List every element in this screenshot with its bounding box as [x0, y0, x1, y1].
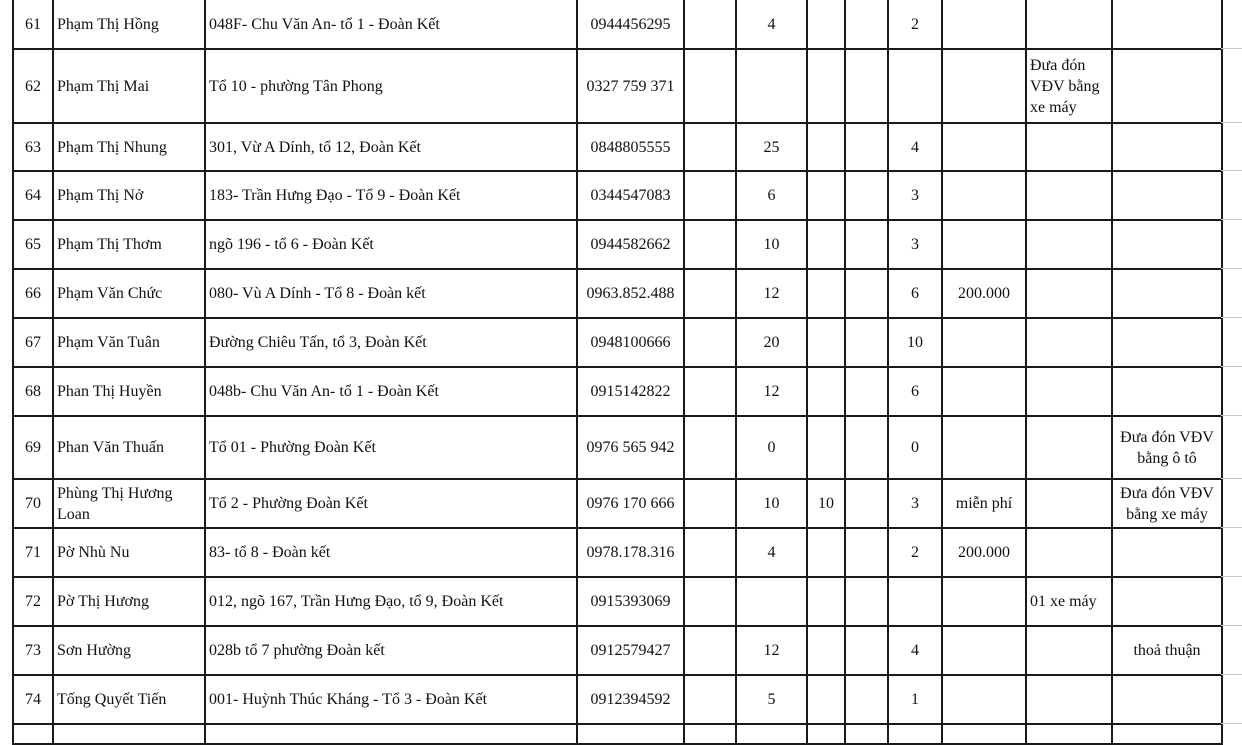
phone-number-cell[interactable]: 0912579427	[577, 626, 684, 675]
phone-number-cell[interactable]: 0327 759 371	[577, 49, 684, 123]
count-col-5-cell[interactable]: 3	[888, 171, 942, 220]
fee-cell[interactable]	[942, 49, 1026, 123]
table-row	[13, 49, 1222, 123]
count-col-5-cell[interactable]: 6	[888, 367, 942, 416]
ghost-gridline	[1221, 366, 1242, 367]
address-cell[interactable]: 048F- Chu Văn An- tổ 1 - Đoàn Kết	[205, 0, 577, 49]
count-col-5-cell[interactable]: 1	[888, 675, 942, 724]
count-col-5-cell[interactable]	[888, 577, 942, 626]
phone-number-cell[interactable]: 0915393069	[577, 577, 684, 626]
empty-cell[interactable]	[807, 724, 845, 744]
count-col-4-cell[interactable]	[845, 416, 888, 479]
note-cell[interactable]: Đưa đón VĐV bằng xe máy	[1112, 479, 1222, 528]
row-number-cell[interactable]: 64	[13, 171, 53, 220]
transport-support-cell[interactable]	[1026, 318, 1112, 367]
note-cell[interactable]: Đưa đón VĐV bằng ô tô	[1112, 416, 1222, 479]
count-col-3-cell[interactable]	[807, 123, 845, 171]
next-page-edge	[1221, 0, 1242, 735]
note-cell[interactable]	[1112, 220, 1222, 269]
count-col-2-cell[interactable]: 12	[736, 626, 807, 675]
count-col-3-cell[interactable]	[807, 269, 845, 318]
count-col-5-cell[interactable]: 2	[888, 528, 942, 577]
count-col-5-cell[interactable]	[888, 49, 942, 123]
table-row	[13, 269, 1222, 318]
note-cell[interactable]	[1112, 123, 1222, 171]
count-col-3-cell[interactable]	[807, 528, 845, 577]
fee-cell[interactable]	[942, 367, 1026, 416]
empty-cell[interactable]	[1112, 724, 1222, 744]
row-number-cell[interactable]: 61	[13, 0, 53, 49]
transport-support-cell[interactable]	[1026, 675, 1112, 724]
full-name-cell[interactable]: Phan Thị Huyền	[53, 367, 205, 416]
count-col-3-cell[interactable]: 10	[807, 479, 845, 528]
count-col-2-cell[interactable]: 20	[736, 318, 807, 367]
count-col-2-cell[interactable]	[736, 577, 807, 626]
fee-cell[interactable]: miễn phí	[942, 479, 1026, 528]
ghost-gridline	[1221, 478, 1242, 479]
count-col-1-cell[interactable]	[684, 318, 736, 367]
table-body	[13, 0, 1222, 744]
full-name-cell[interactable]: Phùng Thị Hương Loan	[53, 479, 205, 528]
full-name-cell[interactable]: Pờ Thị Hương	[53, 577, 205, 626]
count-col-1-cell[interactable]	[684, 528, 736, 577]
fee-cell[interactable]	[942, 220, 1026, 269]
full-name-cell[interactable]: Phạm Thị Thơm	[53, 220, 205, 269]
fee-cell[interactable]	[942, 171, 1026, 220]
count-col-4-cell[interactable]	[845, 367, 888, 416]
phone-number-cell[interactable]: 0344547083	[577, 171, 684, 220]
fee-cell[interactable]	[942, 318, 1026, 367]
phone-number-cell[interactable]: 0944456295	[577, 0, 684, 49]
count-col-2-cell[interactable]: 5	[736, 675, 807, 724]
transport-support-cell[interactable]	[1026, 528, 1112, 577]
table-row	[13, 318, 1222, 367]
transport-support-cell[interactable]	[1026, 416, 1112, 479]
address-cell[interactable]: ngõ 196 - tổ 6 - Đoàn Kết	[205, 220, 577, 269]
count-col-4-cell[interactable]	[845, 220, 888, 269]
count-col-4-cell[interactable]	[845, 123, 888, 171]
address-cell[interactable]: 001- Huỳnh Thúc Kháng - Tổ 3 - Đoàn Kết	[205, 675, 577, 724]
count-col-2-cell[interactable]	[736, 49, 807, 123]
count-col-1-cell[interactable]	[684, 0, 736, 49]
count-col-2-cell[interactable]: 10	[736, 479, 807, 528]
count-col-1-cell[interactable]	[684, 220, 736, 269]
table-row	[13, 675, 1222, 724]
empty-cell[interactable]	[888, 724, 942, 744]
address-cell[interactable]: Tổ 2 - Phường Đoàn Kết	[205, 479, 577, 528]
address-cell[interactable]: 301, Vừ A Dính, tổ 12, Đoàn Kết	[205, 123, 577, 171]
fee-cell[interactable]: 200.000	[942, 528, 1026, 577]
phone-number-cell[interactable]: 0848805555	[577, 123, 684, 171]
fee-cell[interactable]	[942, 577, 1026, 626]
address-cell[interactable]: 012, ngõ 167, Trần Hưng Đạo, tổ 9, Đoàn Kết	[205, 577, 577, 626]
phone-number-cell[interactable]: 0915142822	[577, 367, 684, 416]
full-name-cell[interactable]: Tống Quyết Tiến	[53, 675, 205, 724]
count-col-4-cell[interactable]	[845, 675, 888, 724]
count-col-5-cell[interactable]: 3	[888, 220, 942, 269]
transport-support-cell[interactable]	[1026, 479, 1112, 528]
transport-support-cell[interactable]	[1026, 171, 1112, 220]
note-cell[interactable]	[1112, 318, 1222, 367]
note-cell[interactable]	[1112, 171, 1222, 220]
note-cell[interactable]	[1112, 675, 1222, 724]
count-col-1-cell[interactable]	[684, 626, 736, 675]
count-col-4-cell[interactable]	[845, 49, 888, 123]
address-cell[interactable]: Đường Chiêu Tấn, tổ 3, Đoàn Kết	[205, 318, 577, 367]
address-cell[interactable]: 83- tổ 8 - Đoàn kết	[205, 528, 577, 577]
count-col-2-cell[interactable]: 10	[736, 220, 807, 269]
full-name-cell[interactable]: Pờ Nhù Nu	[53, 528, 205, 577]
row-number-cell[interactable]: 68	[13, 367, 53, 416]
ghost-gridline	[1221, 268, 1242, 269]
empty-cell[interactable]	[577, 724, 684, 744]
empty-cell[interactable]	[684, 724, 736, 744]
count-col-3-cell[interactable]	[807, 577, 845, 626]
count-col-2-cell[interactable]: 12	[736, 269, 807, 318]
table-row-partial	[13, 724, 1222, 744]
ghost-gridline	[1221, 219, 1242, 220]
full-name-cell[interactable]: Phạm Thị Mai	[53, 49, 205, 123]
ghost-gridline	[1221, 415, 1242, 416]
fee-cell[interactable]	[942, 626, 1026, 675]
transport-support-cell[interactable]	[1026, 123, 1112, 171]
count-col-5-cell[interactable]: 2	[888, 0, 942, 49]
note-cell[interactable]	[1112, 0, 1222, 49]
count-col-5-cell[interactable]: 10	[888, 318, 942, 367]
count-col-4-cell[interactable]	[845, 577, 888, 626]
empty-cell[interactable]	[1026, 724, 1112, 744]
row-number-cell[interactable]: 70	[13, 479, 53, 528]
ghost-gridline	[1221, 625, 1242, 626]
count-col-5-cell[interactable]: 3	[888, 479, 942, 528]
note-cell[interactable]	[1112, 49, 1222, 123]
address-cell[interactable]: 028b tổ 7 phường Đoàn kết	[205, 626, 577, 675]
fee-cell[interactable]: 200.000	[942, 269, 1026, 318]
ghost-gridline	[1221, 723, 1242, 724]
row-number-cell[interactable]: 69	[13, 416, 53, 479]
transport-support-cell[interactable]: 01 xe máy	[1026, 577, 1112, 626]
phone-number-cell[interactable]: 0976 170 666	[577, 479, 684, 528]
address-cell[interactable]: 183- Trần Hưng Đạo - Tổ 9 - Đoàn Kết	[205, 171, 577, 220]
count-col-4-cell[interactable]	[845, 171, 888, 220]
count-col-1-cell[interactable]	[684, 171, 736, 220]
empty-cell[interactable]	[53, 724, 205, 744]
row-number-cell[interactable]: 73	[13, 626, 53, 675]
count-col-4-cell[interactable]	[845, 528, 888, 577]
count-col-3-cell[interactable]	[807, 49, 845, 123]
count-col-1-cell[interactable]	[684, 416, 736, 479]
full-name-cell[interactable]: Phạm Văn Tuân	[53, 318, 205, 367]
count-col-3-cell[interactable]	[807, 318, 845, 367]
fee-cell[interactable]	[942, 0, 1026, 49]
empty-cell[interactable]	[205, 724, 577, 744]
transport-support-cell[interactable]	[1026, 0, 1112, 49]
count-col-1-cell[interactable]	[684, 675, 736, 724]
address-cell[interactable]: Tổ 10 - phường Tân Phong	[205, 49, 577, 123]
count-col-3-cell[interactable]	[807, 626, 845, 675]
row-number-cell[interactable]: 65	[13, 220, 53, 269]
note-cell[interactable]	[1112, 528, 1222, 577]
count-col-2-cell[interactable]: 4	[736, 0, 807, 49]
note-cell[interactable]	[1112, 367, 1222, 416]
count-col-3-cell[interactable]	[807, 0, 845, 49]
transport-support-cell[interactable]	[1026, 220, 1112, 269]
table-row	[13, 220, 1222, 269]
full-name-cell[interactable]: Phạm Thị Nở	[53, 171, 205, 220]
ghost-gridline	[1221, 576, 1242, 577]
count-col-2-cell[interactable]: 6	[736, 171, 807, 220]
table-row	[13, 123, 1222, 171]
count-col-3-cell[interactable]	[807, 171, 845, 220]
empty-cell[interactable]	[736, 724, 807, 744]
row-number-cell[interactable]: 67	[13, 318, 53, 367]
accommodation-table	[12, 0, 1223, 745]
ghost-gridline	[1221, 674, 1242, 675]
transport-support-cell[interactable]	[1026, 367, 1112, 416]
table-row	[13, 577, 1222, 626]
table-row	[13, 367, 1222, 416]
count-col-3-cell[interactable]	[807, 675, 845, 724]
count-col-1-cell[interactable]	[684, 269, 736, 318]
transport-support-cell[interactable]	[1026, 626, 1112, 675]
count-col-3-cell[interactable]	[807, 416, 845, 479]
row-number-cell[interactable]: 74	[13, 675, 53, 724]
phone-number-cell[interactable]: 0978.178.316	[577, 528, 684, 577]
count-col-5-cell[interactable]: 4	[888, 626, 942, 675]
empty-cell[interactable]	[845, 724, 888, 744]
count-col-4-cell[interactable]	[845, 626, 888, 675]
count-col-1-cell[interactable]	[684, 49, 736, 123]
address-cell[interactable]: 048b- Chu Văn An- tổ 1 - Đoàn Kết	[205, 367, 577, 416]
count-col-1-cell[interactable]	[684, 123, 736, 171]
fee-cell[interactable]	[942, 123, 1026, 171]
address-cell[interactable]: Tổ 01 - Phường Đoàn Kết	[205, 416, 577, 479]
count-col-1-cell[interactable]	[684, 577, 736, 626]
table-row	[13, 528, 1222, 577]
count-col-2-cell[interactable]: 12	[736, 367, 807, 416]
full-name-cell[interactable]: Sơn Hường	[53, 626, 205, 675]
table-row	[13, 416, 1222, 479]
phone-number-cell[interactable]: 0944582662	[577, 220, 684, 269]
transport-support-cell[interactable]: Đưa đón VĐV bằng xe máy	[1026, 49, 1112, 123]
empty-cell[interactable]	[942, 724, 1026, 744]
table-row	[13, 479, 1222, 528]
count-col-5-cell[interactable]: 4	[888, 123, 942, 171]
fee-cell[interactable]	[942, 416, 1026, 479]
count-col-4-cell[interactable]	[845, 269, 888, 318]
phone-number-cell[interactable]: 0912394592	[577, 675, 684, 724]
count-col-2-cell[interactable]: 25	[736, 123, 807, 171]
note-cell[interactable]: thoả thuận	[1112, 626, 1222, 675]
address-cell[interactable]: 080- Vù A Dính - Tổ 8 - Đoàn kết	[205, 269, 577, 318]
ghost-gridline	[1221, 122, 1242, 123]
full-name-cell[interactable]: Phạm Thị Nhung	[53, 123, 205, 171]
row-number-cell[interactable]: 62	[13, 49, 53, 123]
note-cell[interactable]	[1112, 577, 1222, 626]
table-row	[13, 0, 1222, 49]
count-col-3-cell[interactable]	[807, 367, 845, 416]
full-name-cell[interactable]: Phạm Thị Hồng	[53, 0, 205, 49]
ghost-gridline	[1221, 170, 1242, 171]
count-col-5-cell[interactable]: 0	[888, 416, 942, 479]
phone-number-cell[interactable]: 0976 565 942	[577, 416, 684, 479]
empty-cell[interactable]	[13, 724, 53, 744]
full-name-cell[interactable]: Phạm Văn Chức	[53, 269, 205, 318]
transport-support-cell[interactable]	[1026, 269, 1112, 318]
row-number-cell[interactable]: 72	[13, 577, 53, 626]
row-number-cell[interactable]: 63	[13, 123, 53, 171]
table-row	[13, 626, 1222, 675]
row-number-cell[interactable]: 66	[13, 269, 53, 318]
count-col-2-cell[interactable]: 4	[736, 528, 807, 577]
count-col-1-cell[interactable]	[684, 367, 736, 416]
ghost-gridline	[1221, 317, 1242, 318]
count-col-4-cell[interactable]	[845, 479, 888, 528]
phone-number-cell[interactable]: 0948100666	[577, 318, 684, 367]
table-row	[13, 171, 1222, 220]
count-col-4-cell[interactable]	[845, 0, 888, 49]
row-number-cell[interactable]: 71	[13, 528, 53, 577]
fee-cell[interactable]	[942, 675, 1026, 724]
count-col-2-cell[interactable]: 0	[736, 416, 807, 479]
full-name-cell[interactable]: Phan Văn Thuấn	[53, 416, 205, 479]
count-col-3-cell[interactable]	[807, 220, 845, 269]
count-col-1-cell[interactable]	[684, 479, 736, 528]
ghost-gridline	[1221, 527, 1242, 528]
phone-number-cell[interactable]: 0963.852.488	[577, 269, 684, 318]
ghost-gridline	[1221, 48, 1242, 49]
count-col-5-cell[interactable]: 6	[888, 269, 942, 318]
note-cell[interactable]	[1112, 269, 1222, 318]
count-col-4-cell[interactable]	[845, 318, 888, 367]
